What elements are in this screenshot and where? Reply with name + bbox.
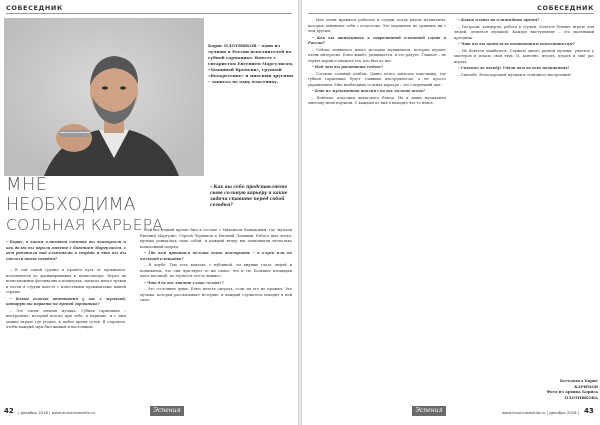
paragraph: – Конечно, классики чикагского блюза. Но и наши музыканты многому меня научили. С каждым из них я находил что-то новое. [308, 95, 446, 105]
paragraph: – Сейчас появилось много молодых музыкантов, которые играют очень интересно. Блюз живёт, развивается, и это радует. Главное – не терять корни и уважать тех, кто был до нас. [308, 47, 446, 63]
question: – Спасибо за беседу! Удачи вам во всех начинаниях! [458, 66, 570, 70]
question: – Какие особые отношения у вас с музыкой, которую вы играете на губной гармонике? [6, 296, 126, 306]
paragraph: – Гастроли, концерты, работа в студии. Хочется больше играть для людей, делиться музыкой. Каждое выступление – это маленький праздник. [454, 24, 594, 40]
rubric-divider-left [6, 13, 292, 14]
pull-quote: – Как вы себе представляете свою сольную карьеру и какие задачи ставите перед собой сегодня? [210, 185, 288, 208]
right-column-1 [308, 18, 446, 404]
question: – Какие планы на ближайшее время? [458, 18, 540, 22]
question: – Что бы вы пожелали начинающим исполнителям? [458, 42, 575, 46]
signature-photo-credit: Фото из архива Бориса ПЛОТНИКОВА [546, 389, 598, 400]
article-lead: – Борис, в каком блюзовом составе вы выступали и как долго вы играли вместе с Евгением Маргулисом, с кем работали над альбомами в студии и что бы вы сделали иначе сегодня? [6, 240, 126, 261]
right-page [302, 0, 600, 425]
paragraph: – В той самой группе я прошёл путь от музыканта-исполнителя до аранжировщика и композитора. Играл на всевозможных фестивалях и концертах, записал много треков и песен в студии вместе с известными музыкантами нашей страны. [6, 268, 126, 294]
paragraph: – В клубе. Там есть контакт с публикой, ты видишь глаза людей и понимаешь, что они чувствуют то же самое, что и ты. Большие площадки дают масштаб, но теряется что-то важное. [140, 263, 292, 278]
question: – Что для вас значит слово «блюз»? [144, 280, 224, 285]
headline-line-1: МНЕ [6, 174, 48, 195]
magazine-logo-right: Эспения [412, 406, 446, 416]
paragraph: – Не бояться ошибаться. Слушать много разной музыки, учиться у мастеров и искать свой звук. И, конечно, играть, играть и ещё раз играть. [454, 48, 594, 64]
rubric-left: СОБЕСЕДНИК [6, 4, 63, 12]
paragraph: Мой последний проект был в составе с Михаилом Башаковым, где звучали Евгений Маргулис, Сергей Черняков и Евгений Ломакин. Работа шла легко, музыка рождалась сама собой, и каждый вечер мы записывали несколько композиций подряд. [140, 228, 292, 249]
signature-author: Беседовал Борис КАРИМОВ [559, 378, 598, 389]
left-column-1 [6, 268, 126, 404]
rubric-right: СОБЕСЕДНИК [537, 4, 594, 12]
article-signature [546, 378, 598, 400]
paragraph: – Это состояние души. Блюз нельзя сыграть, если ты его не прожил. Это музыка, которая рассказывает историю, и каждый слушатель находит в ней свою. [140, 287, 292, 302]
rubric-divider-right [308, 13, 594, 14]
musician-photo-illustration [4, 18, 204, 176]
intro-text: Борис ПЛОТНИКОВ – один из лучших в России исполнителей на губной гармонике. Вместе с гитаристом Евгением Маргулисом, «Машиной Времени», группой «Воскресение» и многими другими – записал не одну пластинку. [208, 43, 294, 84]
question: – Где вам нравится больше всего выступать – в клубе или на большой площадке? [140, 251, 292, 261]
question: – Кто из музыкантов повлиял на вас больше всего? [312, 89, 426, 93]
paragraph: – Мне очень нравится работать в студии, когда рядом музыканты, которые понимают тебя с полуслова. Это ощущение не сравнить ни с чем другим. [308, 18, 446, 33]
question: – Над чем вы работаете сейчас? [312, 65, 384, 69]
page-number-right: 43 [584, 407, 594, 415]
question: – Как вы относитесь к современной блюзовой сцене в России? [308, 35, 446, 45]
paragraph: – Спасибо. Всем хорошей музыки и отличного настроения! [458, 72, 572, 77]
headline-line-3: СОЛЬНАЯ КАРЬЕРА [6, 216, 164, 234]
left-column-2 [140, 228, 292, 404]
paragraph: – Это очень личная музыка. Губная гармоника – инструмент, который всегда при тебе, в кармане, и с ним можно играть где угодно, в любое время суток. Я стараюсь, чтобы каждый звук был живым и настоящим. [6, 308, 126, 329]
left-page [0, 0, 298, 425]
headline-line-2: НЕОБХОДИМА [6, 195, 136, 215]
footer-right-text: www.musicnewsinfo.ru | декабрь 2018 | [502, 410, 580, 415]
paragraph: – Готовлю сольный альбом. Давно хотел записать пластинку, где губная гармоника будет главным инструментом, а не просто украшением. Мне необходима сольная карьера – это следующий шаг. [308, 71, 446, 87]
magazine-logo-left: Эспения [150, 406, 184, 416]
right-column-2 [454, 18, 594, 374]
musician-photo [4, 18, 204, 176]
article-headline [6, 175, 163, 235]
footer-left-text: | декабрь 2018 | www.musicnewsinfo.ru [18, 410, 96, 415]
page-number-left: 42 [4, 407, 14, 415]
